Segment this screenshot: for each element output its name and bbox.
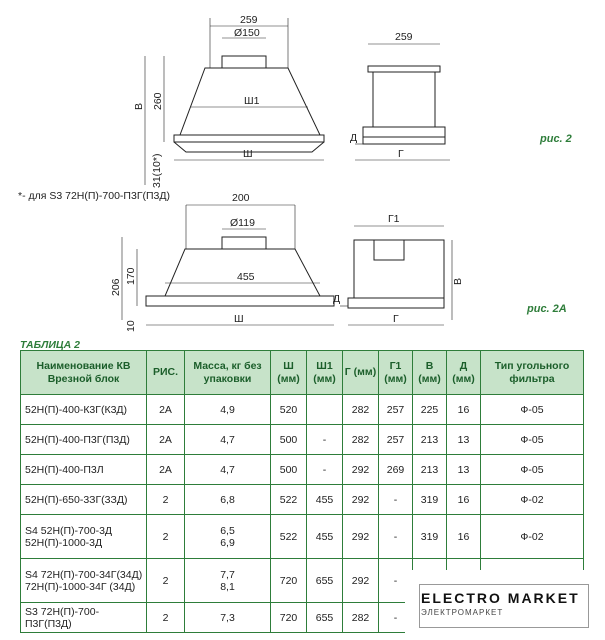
cell-name: 52Н(П)-400-П3Г(П3Д)	[21, 425, 147, 455]
dim-259-top: 259	[240, 14, 258, 26]
cell-v: 213	[413, 455, 447, 485]
col-ris: РИС.	[147, 351, 185, 395]
cell-w: 720	[271, 559, 307, 603]
cell-w: 520	[271, 395, 307, 425]
cell-ris: 2	[147, 559, 185, 603]
cell-mass: 6,8	[185, 485, 271, 515]
dim-sh-2a: Ш	[234, 313, 244, 325]
cell-g1: 269	[379, 455, 413, 485]
side-dim-g-2a: Г	[393, 313, 399, 325]
cell-d: 16	[447, 485, 481, 515]
cell-w1: 655	[307, 603, 343, 633]
cell-g: 292	[343, 485, 379, 515]
cell-mass: 7,3	[185, 603, 271, 633]
dim-260: 260	[152, 92, 164, 110]
cell-v: 213	[413, 425, 447, 455]
col-v: В (мм)	[413, 351, 447, 395]
cell-name-line2: 52Н(П)-1000-3Д	[25, 536, 103, 549]
col-g1: Г1 (мм)	[379, 351, 413, 395]
watermark-subtitle: ЭЛЕКТРОМАРКЕТ	[421, 608, 504, 617]
cell-mass: 4,7	[185, 425, 271, 455]
cell-d: 16	[447, 395, 481, 425]
cell-name-line2: 72Н(П)-1000-34Г (34Д)	[25, 580, 136, 593]
cell-ris: 2	[147, 603, 185, 633]
cell-ris: 2А	[147, 395, 185, 425]
cell-w: 500	[271, 425, 307, 455]
cell-mass-line2: 6,9	[220, 536, 235, 549]
cell-g1: -	[379, 603, 413, 633]
dim-v: В	[133, 102, 145, 110]
table-row	[21, 455, 584, 485]
cell-name: 52Н(П)-650-3ЗГ(3ЗД)	[21, 485, 147, 515]
side-dim-g: Г	[398, 148, 404, 160]
cell-g: 292	[343, 455, 379, 485]
cell-name	[21, 515, 147, 559]
cell-filter: Ф-05	[481, 455, 584, 485]
table-caption: ТАБЛИЦА 2	[20, 339, 80, 351]
dim-dia-119: Ø119	[230, 217, 255, 229]
cell-mass-line2: 8,1	[220, 580, 235, 593]
cell-filter: Ф-05	[481, 395, 584, 425]
cell-name: 52Н(П)-400-П3Л	[21, 455, 147, 485]
cell-name-line1: S4 72Н(П)-700-34Г(34Д)	[25, 568, 143, 581]
cell-v: 319	[413, 515, 447, 559]
cell-name: S3 72Н(П)-700-П3Г(П3Д)	[21, 603, 147, 633]
side-dim-259: 259	[395, 31, 413, 43]
cell-d: 13	[447, 425, 481, 455]
side-dim-v: В	[452, 277, 464, 285]
col-filter: Тип угольного фильтра	[481, 351, 584, 395]
cell-g1: -	[379, 559, 413, 603]
watermark-overlay	[405, 570, 605, 640]
side-dim-d-2a: Д	[333, 293, 341, 305]
cell-ris: 2А	[147, 455, 185, 485]
dim-455: 455	[237, 271, 255, 283]
cell-w1	[307, 395, 343, 425]
col-mass: Масса, кг без упаковки	[185, 351, 271, 395]
dim-sh1: Ш1	[244, 95, 260, 107]
cell-g1: -	[379, 485, 413, 515]
cell-g1: 257	[379, 425, 413, 455]
cell-mass-line1: 6,5	[220, 524, 235, 537]
dim-200: 200	[232, 192, 250, 204]
side-dim-d: Д	[350, 132, 358, 144]
cell-filter: Ф-02	[481, 485, 584, 515]
cell-mass	[185, 559, 271, 603]
dim-dia-150: Ø150	[234, 27, 260, 39]
table-row	[21, 485, 584, 515]
cell-mass-line1: 7,7	[220, 568, 235, 581]
cell-g1: -	[379, 515, 413, 559]
cell-w1: 655	[307, 559, 343, 603]
col-d: Д (мм)	[447, 351, 481, 395]
cell-filter: Ф-05	[481, 425, 584, 455]
cell-w1: -	[307, 455, 343, 485]
cell-w: 522	[271, 485, 307, 515]
cell-g1: 257	[379, 395, 413, 425]
table-row	[21, 425, 584, 455]
cell-g: 292	[343, 559, 379, 603]
cell-d: 13	[447, 455, 481, 485]
cell-d: 16	[447, 515, 481, 559]
cell-g: 292	[343, 515, 379, 559]
col-g: Г (мм)	[343, 351, 379, 395]
cell-name-line1: S4 52Н(П)-700-3Д	[25, 524, 113, 537]
dim-206: 206	[110, 278, 122, 296]
cell-g: 282	[343, 603, 379, 633]
cell-name	[21, 559, 147, 603]
table-row	[21, 515, 584, 559]
cell-mass	[185, 515, 271, 559]
fig2a-caption: рис. 2А	[527, 303, 567, 315]
side-dim-g1: Г1	[388, 213, 400, 225]
cell-v: 319	[413, 485, 447, 515]
col-w1: Ш1 (мм)	[307, 351, 343, 395]
cell-w1: 455	[307, 515, 343, 559]
dim-31: 31(10*)	[151, 153, 163, 188]
cell-ris: 2	[147, 485, 185, 515]
cell-mass: 4,7	[185, 455, 271, 485]
cell-g: 282	[343, 425, 379, 455]
col-w: Ш (мм)	[271, 351, 307, 395]
cell-ris: 2А	[147, 425, 185, 455]
cell-w: 522	[271, 515, 307, 559]
watermark-title: ELECTRO MARKET	[421, 590, 580, 606]
dim-10: 10	[125, 320, 137, 332]
cell-v: 225	[413, 395, 447, 425]
cell-g: 282	[343, 395, 379, 425]
fig2-caption: рис. 2	[540, 133, 572, 145]
dim-170: 170	[125, 267, 137, 285]
cell-w: 720	[271, 603, 307, 633]
cell-mass: 4,9	[185, 395, 271, 425]
col-name: Наименование КВ Врезной блок	[21, 351, 147, 395]
cell-ris: 2	[147, 515, 185, 559]
table-row	[21, 395, 584, 425]
cell-w1: -	[307, 425, 343, 455]
cell-filter: Ф-02	[481, 515, 584, 559]
dim-sh: Ш	[243, 148, 253, 160]
cell-w1: 455	[307, 485, 343, 515]
footnote: *- для S3 72Н(П)-700-П3Г(П3Д)	[18, 190, 170, 202]
cell-name: 52Н(П)-400-К3Г(К3Д)	[21, 395, 147, 425]
cell-w: 500	[271, 455, 307, 485]
